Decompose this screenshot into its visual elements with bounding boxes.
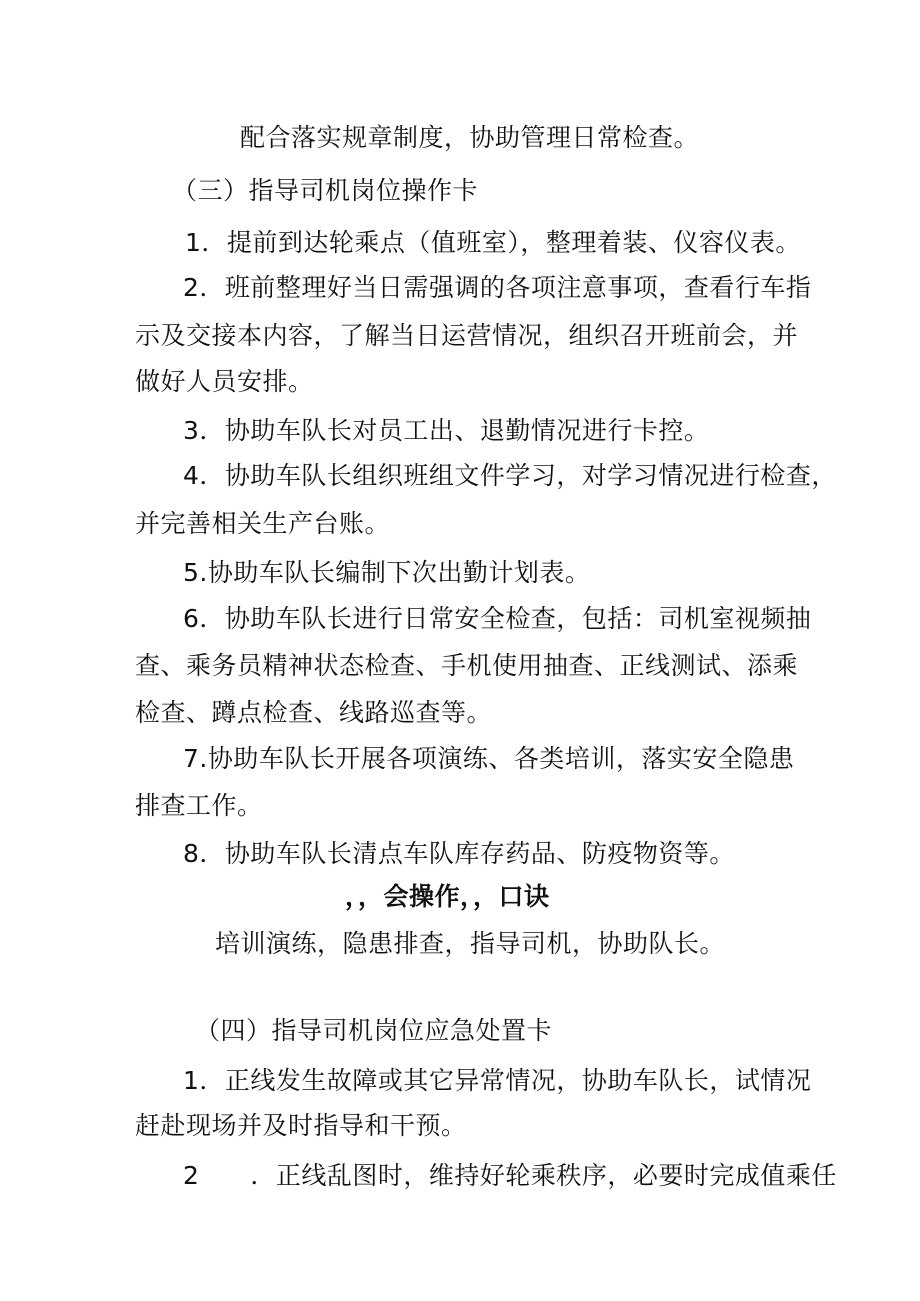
section-4-item-1-line-2: 赶赴现场并及时指导和干预。 — [135, 1111, 467, 1140]
section-3-item-8-line-1: 8．协助车队长清点车队库存药品、防疫物资等。 — [183, 839, 735, 868]
section-3-item-6-line-2: 查、乘务员精神状态检查、手机使用抽查、正线测试、添乘 — [135, 651, 799, 680]
section-3-item-4-line-1: 4．协助车队长组织班组文件学习，对学习情况进行检查， — [183, 461, 837, 490]
section-3-heading: （三）指导司机岗位操作卡 — [172, 176, 479, 205]
intro-line: 配合落实规章制度，协助管理日常检查。 — [240, 123, 700, 152]
section-3-item-5-line-1: 5.协助车队长编制下次出勤计划表。 — [183, 558, 591, 587]
section-3-item-6-line-3: 检查、蹲点检查、线路巡查等。 — [135, 698, 493, 727]
section-3-item-2-line-3: 做好人员安排。 — [135, 367, 314, 396]
section-4-item-1-line-1: 1．正线发生故障或其它异常情况，协助车队长，试情况 — [183, 1066, 812, 1095]
section-3-item-2-line-1: 2．班前整理好当日需强调的各项注意事项，查看行车指 — [183, 273, 812, 302]
section-3-item-7-line-2: 排查工作。 — [135, 791, 263, 820]
section-3-item-2-line-2: 示及交接本内容，了解当日运营情况，组织召开班前会，并 — [135, 321, 799, 350]
section-3-item-4-line-2: 并完善相关生产台账。 — [135, 509, 391, 538]
section-4-heading: （四）指导司机岗位应急处置卡 — [195, 1016, 553, 1045]
section-3-item-1-line-1: 1．提前到达轮乘点（值班室），整理着装、仪容仪表。 — [185, 228, 801, 257]
section-3-item-3-line-1: 3．协助车队长对员工出、退勤情况进行卡控。 — [183, 416, 710, 445]
section-3-item-6-line-1: 6．协助车队长进行日常安全检查，包括：司机室视频抽 — [183, 604, 812, 633]
mnemonic-text: 培训演练，隐患排查，指导司机，协助队长。 — [215, 929, 726, 958]
section-4-item-2-line-1: 2 ．正线乱图时，维持好轮乘秩序，必要时完成值乘任 — [183, 1161, 837, 1190]
mnemonic-title: ，，会操作，，口诀 — [345, 882, 550, 911]
section-3-item-7-line-1: 7.协助车队长开展各项演练、各类培训，落实安全隐患 — [183, 744, 795, 773]
